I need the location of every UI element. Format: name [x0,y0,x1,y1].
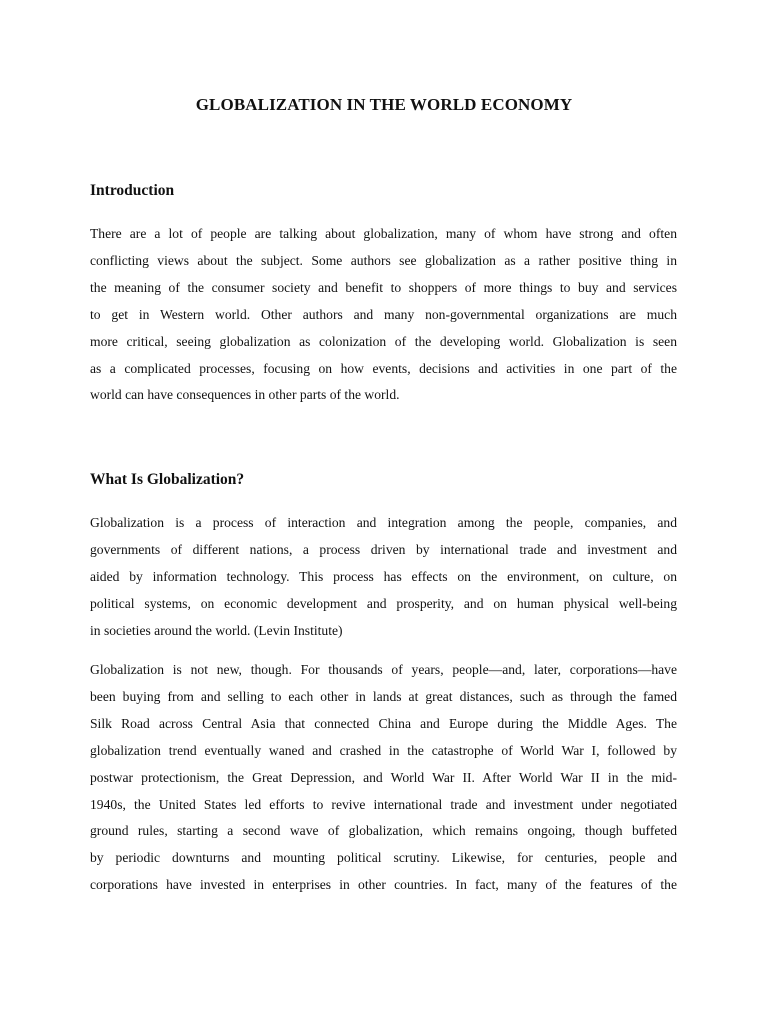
paragraph-line: in societies around the world. (Levin Institute) [90,622,343,638]
section-heading-what-is-globalization: What Is Globalization? [90,471,245,488]
paragraph-line: Globalization is a process of interaction and integration among the people, companies, and [90,515,677,530]
paragraph-line: Globalization is not new, though. For thousands of years, people—and, later, corporations—have [90,662,677,677]
paragraph-line: Silk Road across Central Asia that connected China and Europe during the Middle Ages. The [90,715,677,731]
paragraph-line: more critical, seeing globalization as colonization of the developing world. Globalization is seen [90,333,677,349]
paragraph-line: to get in Western world. Other authors and many non-governmental organizations are much [90,306,677,322]
paragraph-line: There are a lot of people are talking about globalization, many of whom have strong and often [90,226,677,241]
paragraph-line: corporations have invested in enterprises in other countries. In fact, many of the features of the [90,877,677,893]
paragraph-history [90,657,677,899]
paragraph-line: world can have consequences in other parts of the world. [90,387,400,403]
paragraph-line: been buying from and selling to each other in lands at great distances, such as through the famed [90,688,677,704]
paragraph-line: 1940s, the United States led efforts to revive international trade and investment under negotiated [90,796,677,812]
paragraph-line: political systems, on economic development and prosperity, and on human physical well-being [90,595,677,611]
paragraph-line: as a complicated processes, focusing on how events, decisions and activities in one part of the [90,360,677,376]
paragraph-line: by periodic downturns and mounting political scrutiny. Likewise, for centuries, people and [90,850,677,866]
paragraph-line: governments of different nations, a process driven by international trade and investment and [90,541,677,557]
paragraph-introduction [90,221,677,409]
paragraph-definition [90,510,677,645]
paragraph-line: aided by information technology. This process has effects on the environment, on culture, on [90,568,677,584]
paragraph-line: the meaning of the consumer society and benefit to shoppers of more things to buy and services [90,279,677,295]
paragraph-line: postwar protectionism, the Great Depression, and World War II. After World War II in the mid- [90,769,677,785]
paragraph-line: ground rules, starting a second wave of globalization, which remains ongoing, though buffeted [90,823,677,839]
paragraph-line: conflicting views about the subject. Some authors see globalization as a rather positive thing in [90,252,677,268]
section-heading-introduction: Introduction [90,182,175,199]
document-title: GLOBALIZATION IN THE WORLD ECONOMY [195,95,573,114]
paragraph-line: globalization trend eventually waned and crashed in the catastrophe of World War I, followed by [90,742,677,758]
